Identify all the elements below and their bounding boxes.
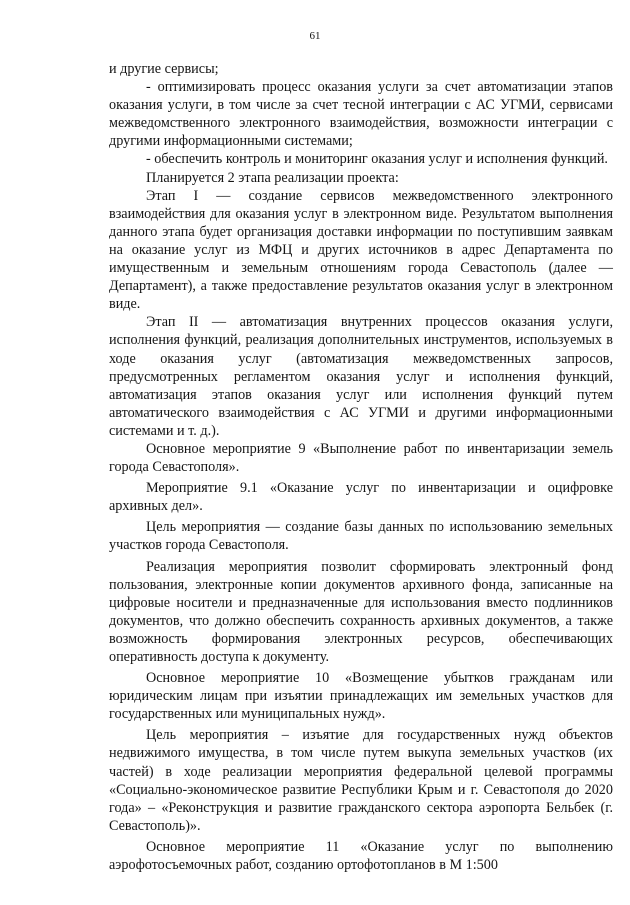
page-number: 61 (309, 30, 321, 42)
body-text (109, 60, 613, 874)
paragraph: Этап II — автоматизация внутренних процессов оказания услуги, исполнения функций, реализация дополнительных инструментов, используемых в ходе оказания услуг (автоматизация межведомственных запросов, предусмотренных регламентом оказания услуг и исполнения функций, автоматизация этапов оказания услуг или исполнения функций путем автоматического взаимодействия с АС УГМИ и другими информационными системами и т. д.). (109, 314, 613, 439)
paragraph: Цель мероприятия — создание базы данных по использованию земельных участков города Севастополя. (109, 519, 613, 554)
paragraph: Реализация мероприятия позволит сформировать электронный фонд пользования, электронные копии документов архивного фонда, записанные на цифровые носители и предназначенные для использования вместо подлинников документов, что должно обеспечить сохранность архивных документов, а также возможность формирования электронных ресурсов, обеспечивающих оперативность доступа к документу. (109, 558, 613, 665)
paragraph: Основное мероприятие 11 «Оказание услуг по выполнению аэрофотосъемочных работ, созданию ортофотопланов в М 1:500 (109, 838, 613, 874)
paragraph: - обеспечить контроль и мониторинг оказания услуг и исполнения функций. (146, 151, 608, 168)
paragraph: Планируется 2 этапа реализации проекта: (146, 169, 399, 186)
paragraph: Основное мероприятие 10 «Возмещение убытков гражданам или юридическим лицам при изъятии принадлежащих им земельных участков для государственных или муниципальных нужд». (109, 670, 613, 723)
paragraph: Мероприятие 9.1 «Оказание услуг по инвентаризации и оцифровке архивных дел». (109, 480, 613, 515)
paragraph: - оптимизировать процесс оказания услуги за счет автоматизации этапов оказания услуги, в том числе за счет тесной интеграции с АС УГМИ, сервисами межведомственного электронного взаимодействия, возможности интеграции с другими информационными системами; (109, 79, 613, 150)
paragraph: Цель мероприятия – изъятие для государственных нужд объектов недвижимого имущества, в том числе путем выкупа земельных участков (их частей) в ходе реализации мероприятия федеральной целевой программы «Социально-экономическое развитие Республики Крым и г. Севастополя до 2020 года» – «Реконструкция и развитие гражданского сектора аэропорта Бельбек (г. Севастополь)». (109, 727, 613, 834)
paragraph: Этап I — создание сервисов межведомственного электронного взаимодействия для оказания услуг в электронном виде. Результатом выполнения данного этапа будет организация доставки информации по поступившим заявкам на оказание услуг из МФЦ и других источников в адрес Департамента по имущественным и земельным отношениям города Севастополь (далее — Департамент), а также предоставление результатов оказания услуг в электронном виде. (109, 187, 613, 313)
paragraph: и другие сервисы; (109, 61, 219, 77)
paragraph: Основное мероприятие 9 «Выполнение работ по инвентаризации земель города Севастополя». (109, 440, 613, 476)
